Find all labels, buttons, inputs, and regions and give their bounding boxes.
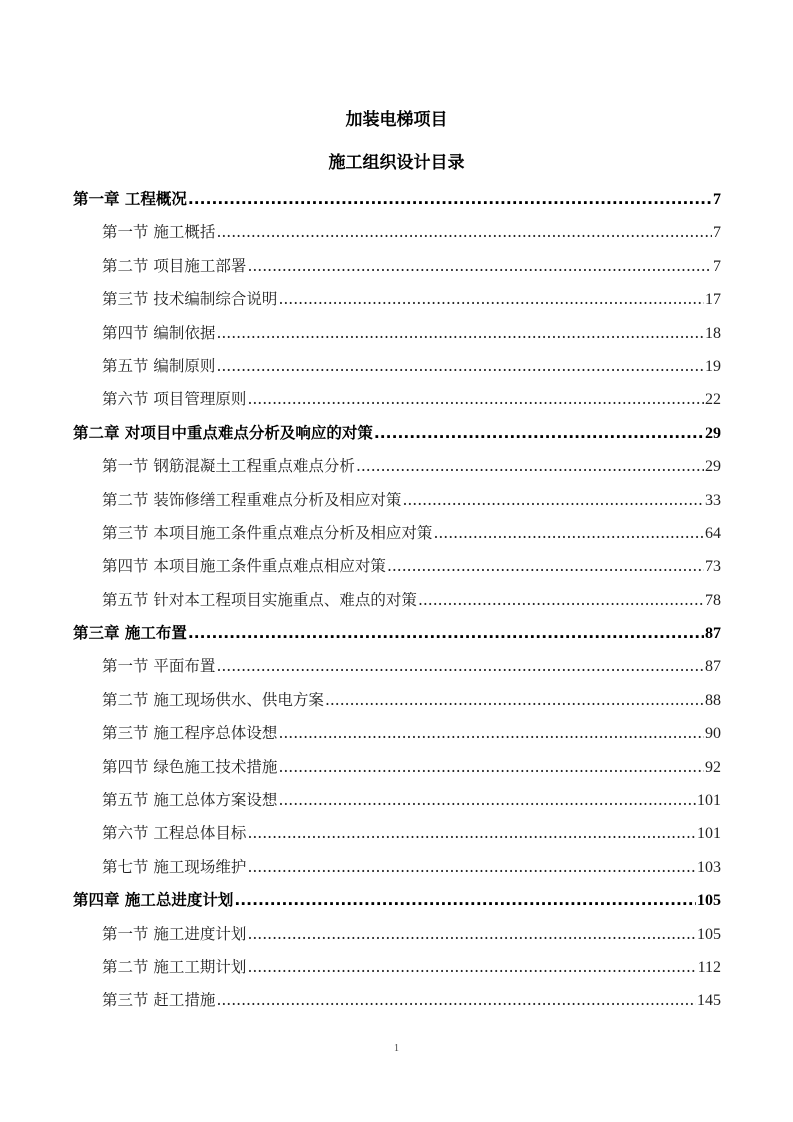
table-of-contents: [73, 187, 721, 1022]
toc-entry-label: 第四章 施工总进度计划: [73, 891, 234, 910]
toc-section[interactable]: [73, 755, 721, 788]
toc-entry-page: 101: [697, 792, 721, 810]
toc-section[interactable]: [73, 821, 721, 854]
page-number: 1: [394, 1043, 399, 1054]
dot-leader: [188, 187, 712, 211]
toc-entry-label: 第二节 项目施工部署: [102, 256, 247, 275]
toc-section[interactable]: [73, 321, 721, 354]
toc-entry-label: 第四节 绿色施工技术措施: [102, 757, 278, 776]
dot-leader: [356, 454, 704, 478]
toc-entry-page: 7: [713, 191, 721, 208]
toc-entry-page: 87: [705, 658, 721, 676]
toc-entry-page: 17: [705, 291, 721, 309]
toc-entry-label: 第二节 装饰修缮工程重难点分析及相应对策: [102, 490, 402, 509]
toc-entry-label: 第二节 施工现场供水、供电方案: [102, 690, 324, 709]
dot-leader: [247, 955, 696, 979]
toc-section[interactable]: [73, 521, 721, 554]
dot-leader: [278, 721, 704, 745]
toc-entry-page: 78: [705, 591, 721, 609]
toc-entry-label: 第一节 钢筋混凝土工程重点难点分析: [102, 457, 355, 476]
dot-leader: [374, 421, 704, 445]
toc-entry-label: 第一章 工程概况: [73, 190, 187, 208]
toc-section[interactable]: [73, 588, 721, 621]
toc-entry-label: 第六节 工程总体目标: [102, 824, 247, 843]
toc-entry-page: 22: [705, 391, 721, 409]
dot-leader: [234, 888, 696, 912]
dot-leader: [325, 688, 704, 712]
toc-section[interactable]: [73, 254, 721, 287]
toc-entry-label: 第一节 平面布置: [102, 657, 216, 676]
toc-heading: 施工组织设计目录: [328, 153, 465, 173]
toc-entry-label: 第五节 施工总体方案设想: [102, 791, 278, 810]
dot-leader: [418, 588, 704, 612]
toc-section[interactable]: [73, 354, 721, 387]
toc-entry-label: 第四节 本项目施工条件重点难点相应对策: [102, 557, 386, 576]
dot-leader: [216, 354, 704, 378]
toc-section[interactable]: [73, 721, 721, 754]
toc-entry-label: 第六节 项目管理原则: [102, 390, 247, 409]
toc-section[interactable]: [73, 488, 721, 521]
dot-leader: [247, 254, 712, 278]
toc-entry-page: 19: [705, 357, 721, 375]
toc-entry-label: 第三节 施工程序总体设想: [102, 724, 278, 743]
dot-leader: [216, 321, 704, 345]
toc-entry-page: 103: [697, 858, 721, 876]
toc-section[interactable]: [73, 955, 721, 988]
dot-leader: [247, 855, 696, 879]
toc-section[interactable]: [73, 454, 721, 487]
toc-entry-page: 18: [705, 324, 721, 342]
toc-section[interactable]: [73, 554, 721, 587]
toc-entry-label: 第三章 施工布置: [73, 624, 187, 643]
toc-entry-page: 7: [713, 257, 721, 275]
toc-entry-page: 88: [705, 691, 721, 709]
toc-section[interactable]: [73, 855, 721, 888]
dot-leader: [278, 788, 696, 812]
toc-entry-page: 64: [705, 524, 721, 542]
toc-entry-label: 第五节 编制原则: [102, 356, 216, 375]
dot-leader: [216, 654, 704, 678]
dot-leader: [247, 387, 704, 411]
toc-entry-page: 112: [697, 958, 721, 976]
toc-chapter-4[interactable]: [73, 888, 721, 921]
dot-leader: [278, 755, 704, 779]
dot-leader: [188, 621, 704, 645]
toc-entry-label: 第一节 施工进度计划: [102, 924, 247, 943]
toc-entry-label: 第二节 施工工期计划: [102, 957, 247, 976]
toc-entry-page: 7: [713, 224, 721, 242]
toc-entry-label: 第三节 技术编制综合说明: [102, 290, 278, 309]
dot-leader: [216, 220, 712, 244]
toc-chapter-3[interactable]: [73, 621, 721, 654]
toc-entry-page: 105: [697, 892, 721, 910]
toc-section[interactable]: [73, 988, 721, 1021]
toc-entry-page: 90: [705, 725, 721, 743]
dot-leader: [247, 922, 696, 946]
toc-entry-label: 第三节 赶工措施: [102, 991, 216, 1010]
toc-entry-page: 92: [705, 758, 721, 776]
toc-entry-label: 第二章 对项目中重点难点分析及响应的对策: [73, 423, 373, 442]
toc-entry-label: 第一节 施工概括: [102, 223, 216, 242]
toc-section[interactable]: [73, 922, 721, 955]
toc-entry-label: 第五节 针对本工程项目实施重点、难点的对策: [102, 590, 417, 609]
dot-leader: [402, 488, 704, 512]
toc-entry-label: 第四节 编制依据: [102, 323, 216, 342]
toc-section[interactable]: [73, 220, 721, 253]
toc-chapter-2[interactable]: [73, 421, 721, 454]
dot-leader: [278, 287, 704, 311]
toc-section[interactable]: [73, 788, 721, 821]
toc-entry-page: 145: [697, 992, 721, 1010]
toc-entry-page: 29: [705, 458, 721, 476]
toc-entry-page: 73: [705, 558, 721, 576]
toc-entry-page: 105: [697, 925, 721, 943]
toc-entry-page: 101: [697, 825, 721, 843]
toc-section[interactable]: [73, 387, 721, 420]
dot-leader: [433, 521, 704, 545]
toc-section[interactable]: [73, 287, 721, 320]
toc-chapter-1[interactable]: [73, 187, 721, 220]
toc-entry-page: 29: [705, 424, 721, 442]
toc-entry-label: 第七节 施工现场维护: [102, 857, 247, 876]
toc-section[interactable]: [73, 688, 721, 721]
document-title: 加装电梯项目: [345, 110, 448, 130]
toc-entry-page: 33: [705, 491, 721, 509]
dot-leader: [247, 821, 696, 845]
dot-leader: [216, 988, 696, 1012]
dot-leader: [387, 554, 704, 578]
toc-entry-page: 87: [705, 625, 721, 643]
toc-entry-label: 第三节 本项目施工条件重点难点分析及相应对策: [102, 523, 433, 542]
toc-section[interactable]: [73, 654, 721, 687]
